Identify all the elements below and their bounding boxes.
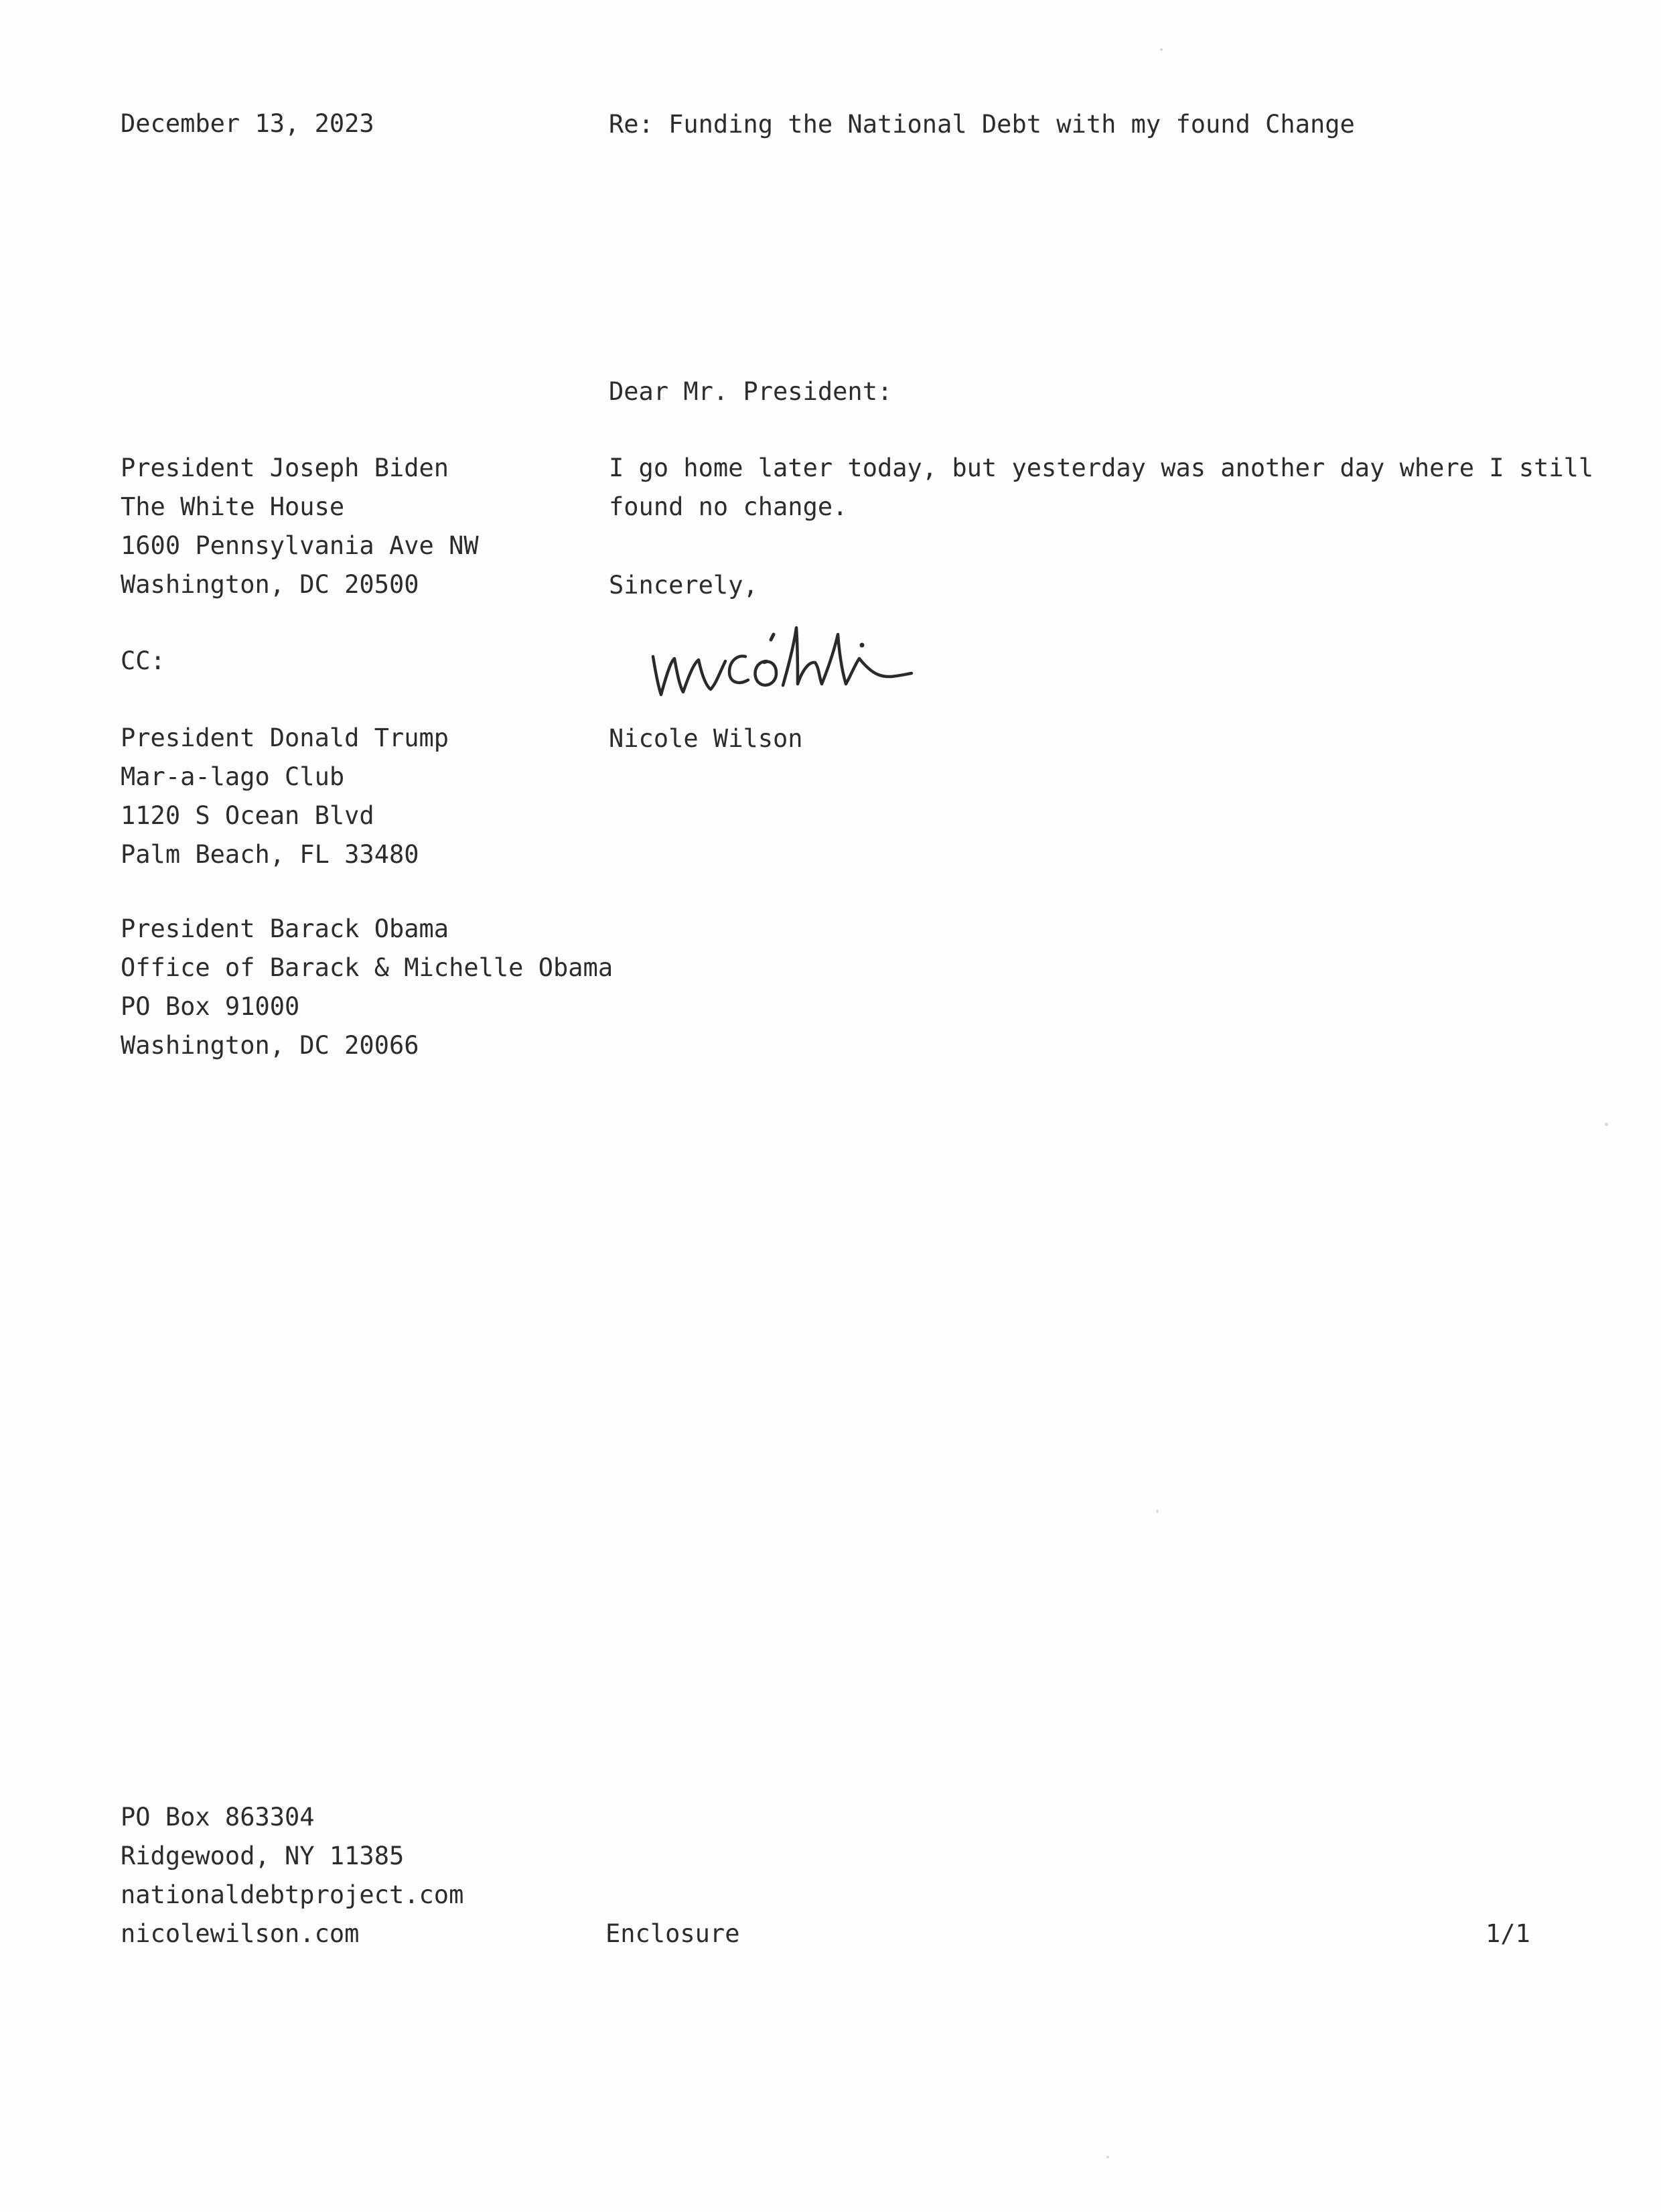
address-line: Ridgewood, NY 11385	[121, 1842, 405, 1870]
letter-subject: Re: Funding the National Debt with my found Change	[609, 110, 1355, 139]
scan-speck	[1156, 1510, 1159, 1513]
address-line: PO Box 91000	[121, 992, 300, 1021]
address-line: President Barack Obama	[121, 914, 449, 943]
salutation: Dear Mr. President:	[609, 377, 893, 406]
closing: Sincerely,	[609, 571, 758, 600]
cc-label: CC:	[121, 646, 165, 675]
cc-address-trump	[121, 719, 449, 874]
sender-address	[121, 1798, 463, 1953]
address-line: nationaldebtproject.com	[121, 1880, 464, 1909]
address-line: nicolewilson.com	[121, 1919, 360, 1948]
address-line: Office of Barack & Michelle Obama	[121, 953, 613, 982]
scan-speck	[1605, 1123, 1608, 1126]
address-line: 1600 Pennsylvania Ave NW	[121, 531, 479, 560]
address-line: PO Box 863304	[121, 1803, 315, 1831]
letter-body	[609, 449, 1593, 527]
recipient-address	[121, 449, 479, 604]
cc-address-obama	[121, 910, 613, 1065]
address-line: Palm Beach, FL 33480	[121, 840, 419, 869]
handwritten-signature	[646, 620, 928, 707]
body-line: I go home later today, but yesterday was another day where I still	[609, 454, 1594, 482]
scan-speck	[1160, 48, 1163, 51]
enclosure-note: Enclosure	[605, 1919, 740, 1948]
scan-speck	[1106, 2156, 1109, 2158]
address-line: President Donald Trump	[121, 723, 449, 752]
address-line: The White House	[121, 492, 345, 521]
address-line: President Joseph Biden	[121, 454, 449, 482]
address-line: 1120 S Ocean Blvd	[121, 801, 374, 830]
signer-name: Nicole Wilson	[609, 724, 803, 753]
page-number: 1/1	[1486, 1919, 1530, 1948]
address-line: Washington, DC 20500	[121, 570, 419, 599]
body-line: found no change.	[609, 492, 848, 521]
address-line: Mar-a-lago Club	[121, 762, 345, 791]
address-line: Washington, DC 20066	[121, 1031, 419, 1060]
letter-date: December 13, 2023	[121, 109, 374, 138]
